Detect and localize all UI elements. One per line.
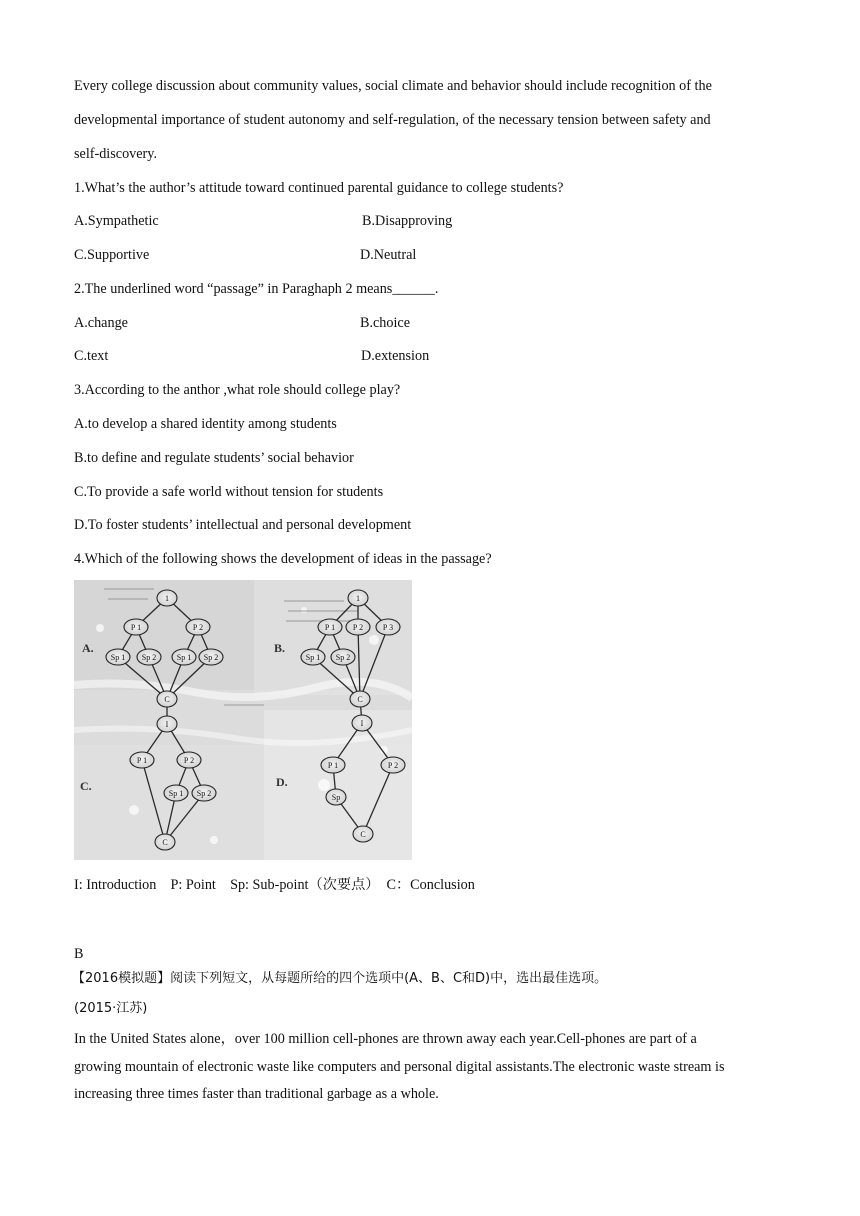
section-b-instruction: 【2016模拟题】阅读下列短文，从每题所给的四个选项中(A、B、C和D)中，选出最佳选项。 xyxy=(72,971,608,986)
diagram-d-p2-node xyxy=(381,757,405,773)
diagram-c-sp2-label: Sp 2 xyxy=(196,789,212,798)
diagram-c-intro-label: I xyxy=(165,720,169,729)
diagram-a-intro-label: 1 xyxy=(165,594,169,603)
panel-letter-c: C. xyxy=(80,779,92,793)
diagram-c-conclusion-node xyxy=(155,834,175,850)
diagram-b-sp1-label: Sp 1 xyxy=(305,653,321,662)
section-b-line-3: increasing three times faster than traditional garbage as a whole. xyxy=(74,1086,439,1102)
diagram-b-sp1-node xyxy=(301,649,325,665)
diagram-d-intro-node xyxy=(352,715,372,731)
diagram-a-intro-node xyxy=(157,590,177,606)
diagram-c-sp1-node xyxy=(164,785,188,801)
diagram-c-p1-node xyxy=(130,752,154,768)
section-b-line-1: In the United States alone，over 100 million cell-phones are thrown away each year.Cell-phones are part of a xyxy=(74,1031,697,1047)
diagram-b-p1-label: P 1 xyxy=(324,623,336,632)
diagram-c-p2-node xyxy=(177,752,201,768)
question-3-option-a: A.to develop a shared identity among students xyxy=(74,416,337,432)
question-1-option-c: C.Supportive xyxy=(74,247,150,263)
passage-line-3: self-discovery. xyxy=(74,146,157,162)
diagram-c-conclusion-label: C xyxy=(162,838,168,847)
diagram-a-sp1-left-node xyxy=(106,649,130,665)
question-1-option-a: A.Sympathetic xyxy=(74,213,159,229)
diagram-a-sp1-right-node xyxy=(172,649,196,665)
diagram-b-sp2-label: Sp 2 xyxy=(335,653,351,662)
diagram-b-p2-label: P 2 xyxy=(352,623,364,632)
question-1-option-b: B.Disapproving xyxy=(362,213,453,229)
diagram-a-sp1-left-label: Sp 1 xyxy=(110,653,126,662)
diagram-a-sp1-right-label: Sp 1 xyxy=(176,653,192,662)
diagram-d-conclusion-node xyxy=(353,826,373,842)
diagram-b-p3-node xyxy=(376,619,400,635)
section-b-source: (2015·江苏) xyxy=(74,1001,148,1016)
question-3-stem: 3.According to the anthor ,what role should college play? xyxy=(74,382,401,398)
diagram-b-p1-node xyxy=(318,619,342,635)
question-1-option-d: D.Neutral xyxy=(360,247,417,263)
section-b-line-2: growing mountain of electronic waste like computers and personal digital assistants.The electronic waste stream is xyxy=(74,1059,725,1075)
diagram-b-p3-label: P 3 xyxy=(382,623,394,632)
diagram-a-conclusion-label: C xyxy=(164,695,170,704)
diagram-d-sp-node xyxy=(326,789,346,805)
question-2-option-d: D.extension xyxy=(361,348,430,364)
question-3-option-b: B.to define and regulate students’ social behavior xyxy=(74,450,354,466)
structure-diagrams-figure xyxy=(74,580,412,860)
diagram-d-conclusion-label: C xyxy=(360,830,366,839)
question-2-option-b: B.choice xyxy=(360,315,411,331)
diagram-d-p2-label: P 2 xyxy=(387,761,399,770)
diagram-c-p2-label: P 2 xyxy=(183,756,195,765)
panel-letter-d: D. xyxy=(276,775,288,789)
figure-legend: I: Introduction P: Point Sp: Sub-point（次要点） C：Conclusion xyxy=(74,877,475,893)
diagram-a-sp2-left-label: Sp 2 xyxy=(141,653,157,662)
question-2-stem: 2.The underlined word “passage” in Paraghaph 2 means______. xyxy=(74,281,439,297)
diagram-b-conclusion-node xyxy=(350,691,370,707)
diagram-b-conclusion-label: C xyxy=(357,695,363,704)
diagram-d-p1-node xyxy=(321,757,345,773)
diagram-c-sp1-label: Sp 1 xyxy=(168,789,184,798)
diagram-d-sp-label: Sp xyxy=(331,793,341,802)
question-2-option-c: C.text xyxy=(74,348,109,364)
question-1-stem: 1.What’s the author’s attitude toward continued parental guidance to college students? xyxy=(74,180,564,196)
diagram-c-sp2-node xyxy=(192,785,216,801)
diagram-a-p2-label: P 2 xyxy=(192,623,204,632)
passage-line-1: Every college discussion about community values, social climate and behavior should include recognition of the xyxy=(74,78,712,94)
panel-letter-b: B. xyxy=(274,641,286,655)
diagram-b-p2-node xyxy=(346,619,370,635)
diagram-c-p1-label: P 1 xyxy=(136,756,148,765)
diagram-a-p2-node xyxy=(186,619,210,635)
diagram-a-sp2-right-node xyxy=(199,649,223,665)
section-b-letter: B xyxy=(74,946,84,962)
diagram-a-conclusion-node xyxy=(157,691,177,707)
diagram-b-sp2-node xyxy=(331,649,355,665)
passage-line-2: developmental importance of student autonomy and self-regulation, of the necessary tension between safety and xyxy=(74,112,711,128)
question-4-stem: 4.Which of the following shows the development of ideas in the passage? xyxy=(74,551,492,567)
diagram-a-sp2-right-label: Sp 2 xyxy=(203,653,219,662)
diagram-b-intro-node xyxy=(348,590,368,606)
diagram-d-p1-label: P 1 xyxy=(327,761,339,770)
diagram-b-intro-label: 1 xyxy=(356,594,360,603)
diagram-d-intro-label: I xyxy=(360,719,364,728)
question-2-option-a: A.change xyxy=(74,315,128,331)
diagram-c-intro-node xyxy=(157,716,177,732)
question-3-option-c: C.To provide a safe world without tension for students xyxy=(74,484,384,500)
diagram-a-sp2-left-node xyxy=(137,649,161,665)
diagram-a-p1-label: P 1 xyxy=(130,623,142,632)
question-3-option-d: D.To foster students’ intellectual and personal development xyxy=(74,517,412,533)
diagram-a-p1-node xyxy=(124,619,148,635)
panel-letter-a: A. xyxy=(82,641,94,655)
